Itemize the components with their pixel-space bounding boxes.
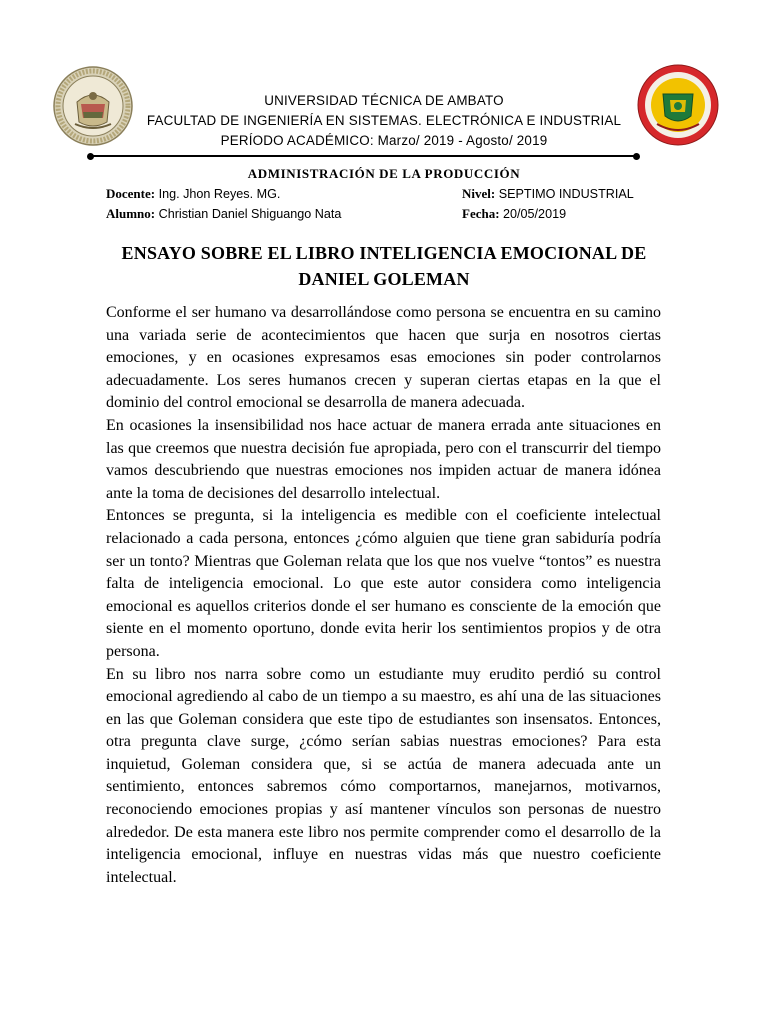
fecha-value: 20/05/2019 — [499, 207, 567, 221]
docente-value: Ing. Jhon Reyes. MG. — [155, 187, 281, 201]
essay-title-line-1: ENSAYO SOBRE EL LIBRO INTELIGENCIA EMOCIONAL DE — [121, 243, 647, 263]
alumno-row — [106, 204, 341, 224]
alumno-label: Alumno: — [106, 206, 156, 221]
nivel-row — [462, 184, 634, 204]
university-name: UNIVERSIDAD TÉCNICA DE AMBATO — [264, 93, 504, 108]
university-seal-logo — [53, 66, 133, 146]
faculty-seal-logo — [637, 64, 719, 146]
course-title: ADMINISTRACIÓN DE LA PRODUCCIÓN — [247, 166, 521, 181]
faculty-name: FACULTAD DE INGENIERÍA EN SISTEMAS. ELECTRÓNICA E INDUSTRIAL — [146, 113, 622, 128]
fecha-row — [462, 204, 566, 224]
essay-paragraph: En su libro nos narra sobre como un estudiante muy erudito perdió su control emocional agrediendo al cabo de un tiempo a su maestro, es ahí una de las situaciones en las que Goleman considera que este tipo de estudiantes son insensatos. Entonces, otra pregunta clave surge, ¿cómo serían sabias nuestras emociones? Para esta inquietud, Goleman considera que, si se actúa de manera adecuada ante un sentimiento, entonces sabremos cómo comportarnos, manejarnos, motivarnos, reconociendo emociones propias y así mantener vínculos son personas de nuestro alrededor. De esta manera este libro nos permite comprender como el desarrollo de la inteligencia emocional, influye en nuestras vidas más que nuestro coeficiente intelectual. — [106, 665, 661, 886]
essay-paragraph: Entonces se pregunta, si la inteligencia es medible con el coeficiente intelectual relacionado a cada persona, entonces ¿cómo alguien que tiene gran sabiduría podría ser un tonto? Mientras que Goleman relata que los que nos vuelve “tontos” es nuestra falta de inteligencia emocional. Lo que este autor considera como inteligencia emocional es aquellos criterios donde el ser humano es consciente de la emoción que siente en el momento oportuno, donde evita herir los sentimientos propios y de otra persona. — [106, 507, 661, 660]
docente-label: Docente: — [106, 186, 156, 201]
essay-title — [80, 240, 688, 292]
academic-period: PERÍODO ACADÉMICO: Marzo/ 2019 - Agosto/ 2019 — [220, 133, 548, 148]
essay-title-line-2: DANIEL GOLEMAN — [298, 269, 470, 289]
alumno-value: Christian Daniel Shiguango Nata — [155, 207, 342, 221]
nivel-value: SEPTIMO INDUSTRIAL — [495, 187, 634, 201]
essay-paragraph: Conforme el ser humano va desarrollándose como persona se encuentra en su camino una variada serie de acontecimientos que hacen que surja en nosotros ciertas emociones, y en ocasiones expresamos esas emociones sin poder controlarnos adecuadamente. Los seres humanos crecen y superan ciertas etapas en la que el dominio del control emocional se desarrolla de manera adecuada. — [106, 304, 661, 412]
fecha-label: Fecha: — [462, 206, 500, 221]
nivel-label: Nivel: — [462, 186, 496, 201]
header-divider — [90, 155, 637, 157]
essay-paragraph: En ocasiones la insensibilidad nos hace actuar de manera errada ante situaciones en las que creemos que nuestra decisión fue apropiada, pero con el transcurrir del tiempo vamos descubriendo que nuestras emociones nos impiden actuar de manera idónea ante la toma de decisiones del desarrollo intelectual. — [106, 416, 661, 502]
docente-row — [106, 184, 280, 204]
essay-body — [106, 302, 661, 889]
institution-header — [132, 91, 636, 151]
